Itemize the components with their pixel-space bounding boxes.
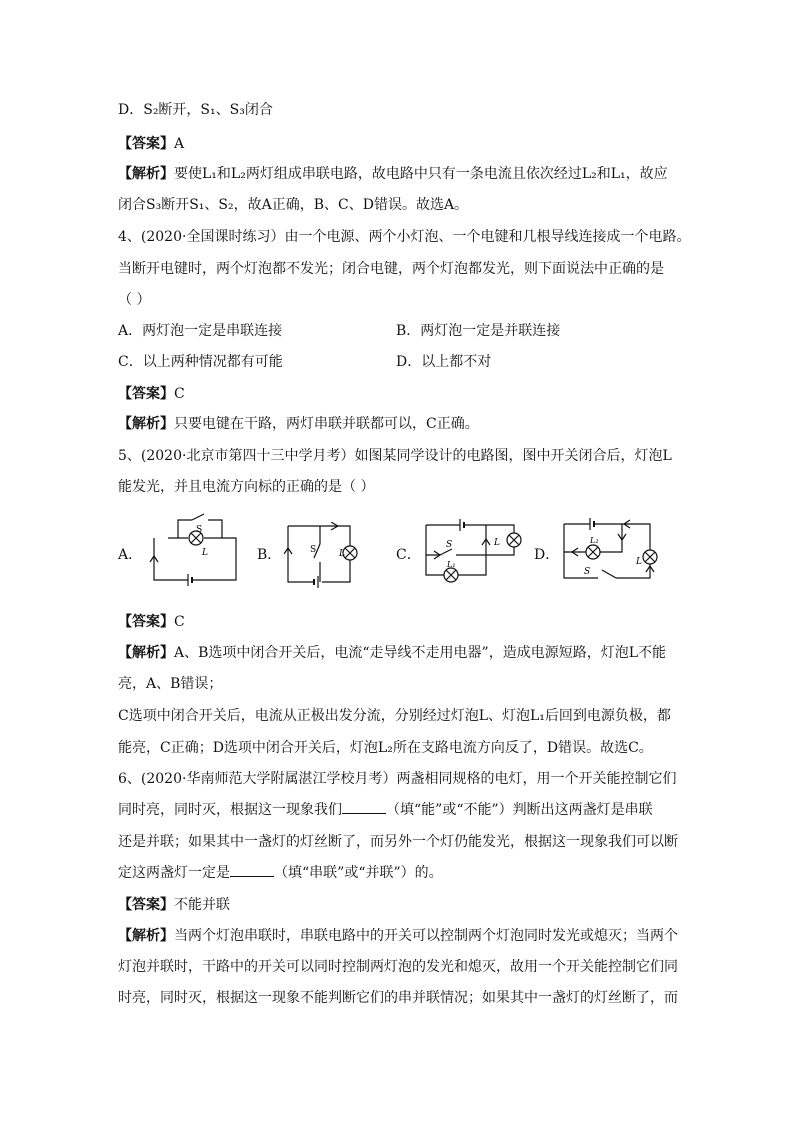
option-d-q4: D．以上都不对 xyxy=(396,354,492,370)
circuit-c-lamp1-label: L₁ xyxy=(447,560,456,569)
explanation-text: 只要电键在干路，两灯串联并联都可以，C正确。 xyxy=(174,416,479,432)
explanation-q5-line2: 亮，A、B错误； xyxy=(118,676,223,692)
explanation-tag: 【解析】 xyxy=(118,166,174,182)
explanation-q6-line3: 时亮，同时灭，根据这一现象不能判断它们的串并联情况；如果其中一盏灯的灯丝断了，而 xyxy=(118,990,678,1006)
answer-q3 xyxy=(118,134,184,154)
answer-q4 xyxy=(118,384,185,404)
explanation-q3 xyxy=(118,164,668,184)
option-b-q4: B．两灯泡一定是并联连接 xyxy=(396,323,561,339)
answer-tag: 【答案】 xyxy=(118,386,174,402)
question-4-line2: 当断开电键时，两个灯泡都不发光；闭合电键，两个灯泡都发光，则下面说法中正确的是 xyxy=(118,261,664,277)
explanation-tag: 【解析】 xyxy=(118,928,174,944)
circuit-b-label: B． xyxy=(257,547,282,563)
explanation-q6 xyxy=(118,926,678,946)
question-6-text: （填“串联”或“并联”）的。 xyxy=(274,865,443,881)
question-5-line2: 能发光，并且电流方向标的正确的是（ ） xyxy=(118,479,375,495)
circuit-c-lamp-label: L xyxy=(494,538,500,548)
explanation-q5-line4: 能亮，C正确；D选项中闭合开关后，灯泡L₂所在支路电流方向反了，D错误。故选C。 xyxy=(118,740,653,756)
answer-value: C xyxy=(174,614,185,630)
answer-q6 xyxy=(118,895,230,915)
circuit-b-diagram xyxy=(284,522,360,588)
answer-q5 xyxy=(118,612,185,632)
question-6-line3: 还是并联；如果其中一盏灯的灯丝断了，而另外一个灯仍能发光，根据这一现象我们可以断 xyxy=(118,834,678,850)
fill-blank xyxy=(230,864,274,877)
answer-tag: 【答案】 xyxy=(118,614,174,630)
question-6-line1: 6、(2020·华南师范大学附属湛江学校月考）两盏相同规格的电灯，用一个开关能控制它们 xyxy=(118,771,677,787)
circuit-d-diagram xyxy=(560,512,660,584)
circuit-c-diagram xyxy=(422,515,522,583)
option-a-q4: A．两灯泡一定是串联连接 xyxy=(118,323,283,339)
question-5-line1: 5、(2020·北京市第四十三中学月考）如图某同学设计的电路图，图中开关闭合后，灯泡L xyxy=(118,448,672,464)
answer-value: A xyxy=(174,136,185,152)
answer-tag: 【答案】 xyxy=(118,897,174,913)
question-4-blank: （ ） xyxy=(118,292,151,308)
circuit-d-lamp2-label: L₂ xyxy=(590,536,599,545)
circuit-d-label: D． xyxy=(534,547,560,563)
circuit-a-switch-label: S xyxy=(196,525,203,535)
answer-value: C xyxy=(174,386,185,402)
circuit-a-diagram xyxy=(148,508,244,590)
circuit-c-switch-label: S xyxy=(446,540,453,550)
question-6-line2 xyxy=(118,800,653,820)
fill-blank xyxy=(342,801,386,814)
explanation-text: A、B选项中闭合开关后，电流“走导线不走用电器”，造成电源短路，灯泡L不能 xyxy=(174,645,667,661)
circuit-b-switch-label: S xyxy=(310,545,317,555)
explanation-q4 xyxy=(118,414,479,434)
explanation-q5-line3: C选项中闭合开关后，电流从正极出发分流，分别经过灯泡L、灯泡L₁后回到电源负极，都 xyxy=(118,708,671,724)
question-6-text: 定这两盏灯一定是 xyxy=(118,865,230,881)
question-6-line4 xyxy=(118,863,443,883)
circuit-d-lamp-label: L xyxy=(636,557,642,567)
explanation-text: 当两个灯泡串联时，串联电路中的开关可以控制两个灯泡同时发光或熄灭；当两个 xyxy=(174,928,678,944)
option-c-q4: C．以上两种情况都有可能 xyxy=(118,354,283,370)
question-4-line1: 4、(2020·全国课时练习）由一个电源、两个小灯泡、一个电键和几根导线连接成一个电路。 xyxy=(118,229,691,245)
explanation-tag: 【解析】 xyxy=(118,416,174,432)
answer-value: 不能并联 xyxy=(174,897,230,913)
option-d-q3: D．S₂断开，S₁、S₃闭合 xyxy=(118,102,273,118)
explanation-tag: 【解析】 xyxy=(118,645,174,661)
circuit-c-label: C． xyxy=(396,547,421,563)
circuit-a-label: A． xyxy=(118,547,143,563)
explanation-q3-line2: 闭合S₃断开S₁、S₂，故A正确，B、C、D错误。故选A。 xyxy=(118,197,469,213)
circuit-a-lamp-label: L xyxy=(202,548,208,558)
question-6-text: 同时亮，同时灭，根据这一现象我们 xyxy=(118,802,342,818)
circuit-b-lamp-label: L xyxy=(339,549,345,559)
circuit-d-switch-label: S xyxy=(584,567,591,577)
explanation-text: 要使L₁和L₂两灯组成串联电路，故电路中只有一条电流且依次经过L₂和L₁，故应 xyxy=(174,166,668,182)
answer-tag: 【答案】 xyxy=(118,136,174,152)
explanation-q5 xyxy=(118,643,666,663)
explanation-q6-line2: 灯泡并联时，干路中的开关可以同时控制两灯泡的发光和熄灭，故用一个开关能控制它们同 xyxy=(118,959,678,975)
question-6-text: （填“能”或“不能”）判断出这两盏灯是串联 xyxy=(386,802,653,818)
